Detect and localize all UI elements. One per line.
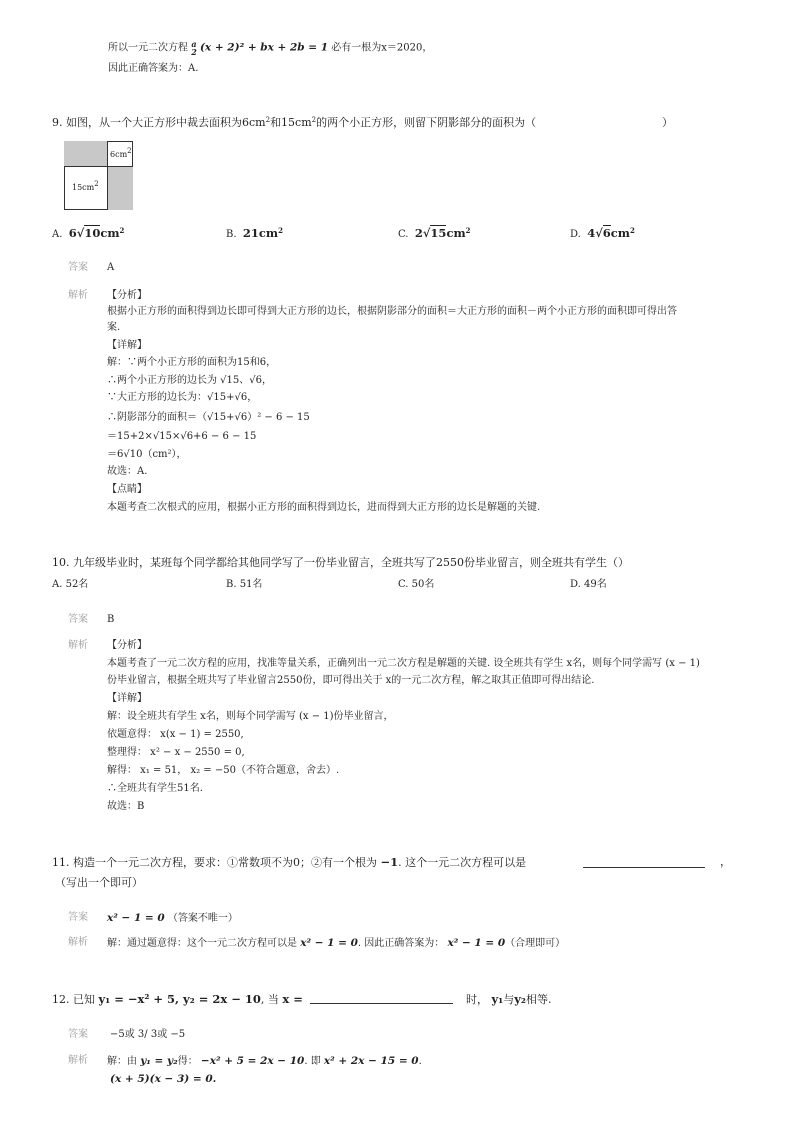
- q10-a9: ∴全班共有学生51名.: [107, 783, 203, 794]
- q9-option-c[interactable]: C. $2√15cm^2$: [398, 226, 471, 240]
- q11-stem-line2: （写出一个即可）: [55, 876, 143, 889]
- q9-a7: ∵大正方形的边长为：√15+√6，: [107, 392, 258, 403]
- q9-analysis-label: 解析: [68, 290, 88, 301]
- small-square-label: $6cm^2$: [110, 147, 132, 159]
- q9-stem-post: 的两个小正方形，则留下阴影部分的面积为（: [316, 116, 537, 129]
- q12-answer-label: 答案: [68, 1029, 88, 1040]
- q10-a6: 依题意得： x(x − 1) = 2550,: [107, 729, 244, 740]
- q11-stem: [52, 855, 526, 870]
- q10-a3: 份毕业留言，根据全班共写了毕业留言2550份，即可得出关于 x的一元二次方程，解之取其正值即可得出结论.: [107, 675, 595, 686]
- q9-option-a[interactable]: A. $6√10cm^2$: [52, 226, 125, 240]
- prev-equation: (x + 2)² + bx + 2b = 1: [199, 41, 329, 54]
- q9-a2: 根据小正方形的面积得到边长即可得到大正方形的边长，根据阴影部分的面积＝大正方形的面积－两个小正方形的面积即可得出答: [107, 306, 677, 317]
- prev-line-2: 因此正确答案为：A.: [108, 63, 199, 74]
- q12-a1: 解：由 y₁ = y₂得： −x² + 5 = 2x − 10. 即 x² + 2x − 15 = 0.: [107, 1055, 422, 1067]
- q9-stem-mid: 和15cm: [270, 116, 312, 129]
- q9-a3: 案.: [107, 322, 121, 333]
- q10-a2: 本题考查了一元二次方程的应用，找准等量关系，正确列出一元二次方程是解题的关键. 设全班共有学生 x名，则每个同学需写 (x − 1): [107, 658, 700, 669]
- q11-answer-label: 答案: [68, 912, 88, 923]
- q12-a2: (x + 5)(x − 3) = 0.: [110, 1073, 217, 1085]
- q9-option-b[interactable]: B. $21cm^2$: [226, 226, 283, 240]
- q11-answer: [107, 911, 238, 926]
- q10-answer-label: 答案: [68, 614, 88, 625]
- q9-a1: 【分析】: [107, 290, 147, 301]
- q9-a9: ＝15+2×√15×√6+6 − 6 − 15: [107, 431, 257, 442]
- q11-answer-eq: x² − 1 = 0: [107, 912, 165, 924]
- q9-a5: 解：∵两个小正方形的面积为15和6，: [107, 357, 277, 368]
- q11-stem-end: ，: [720, 855, 731, 868]
- q9-a12: 【点睛】: [107, 484, 147, 495]
- q12-stem-eq: y₁ = −x² + 5, y₂ = 2x − 10: [98, 992, 261, 1006]
- q9-a6: ∴两个小正方形的边长为 √15、√6，: [107, 375, 273, 386]
- q12-stem: [52, 992, 303, 1007]
- q10-answer: B: [107, 614, 115, 625]
- shaded-region-right: [107, 166, 133, 210]
- q9-a13: 本题考查二次根式的应用，根据小正方形的面积得到边长，进而得到大正方形的边长是解题的关键.: [107, 502, 541, 513]
- q9-answer: A: [107, 262, 115, 273]
- q9-stem-pre: 9. 如图，从一个大正方形中裁去面积为6cm: [52, 116, 266, 129]
- q11-analysis-label: 解析: [68, 937, 88, 948]
- q12-analysis-label: 解析: [68, 1055, 88, 1066]
- q10-option-a[interactable]: A. 52名: [52, 579, 89, 590]
- q10-analysis-label: 解析: [68, 640, 88, 651]
- prev-line-1: [108, 40, 432, 56]
- q11-answer-note: （答案不唯一）: [167, 913, 238, 924]
- q11-root: −1: [380, 855, 399, 869]
- q10-a4: 【详解】: [107, 693, 147, 704]
- q10-option-d[interactable]: D. 49名: [570, 579, 607, 590]
- q10-a10: 故选：B: [107, 801, 145, 812]
- q9-a8: ∴阴影部分的面积＝（√15+√6）² − 6 − 15: [107, 412, 310, 423]
- q9-a11: 故选：A.: [107, 466, 148, 477]
- q12-answer-blank[interactable]: [310, 1003, 453, 1004]
- q9-option-d[interactable]: D. $4√6cm^2$: [570, 226, 635, 240]
- prev-line-1-post: 必有一根为x＝2020，: [331, 42, 433, 54]
- q12-answer: −5或 3/ 3或 −5: [110, 1029, 186, 1040]
- q10-a5: 解：设全班共有学生 x名，则每个同学需写 (x − 1)份毕业留言，: [107, 711, 394, 722]
- q10-a1: 【分析】: [107, 640, 147, 651]
- q12-stem-tail: 时， y₁与y₂相等.: [466, 992, 552, 1006]
- q11-stem-post: . 这个一元二次方程可以是: [398, 856, 527, 869]
- q11-analysis: 解：通过题意得：这个一元二次方程可以是 x² − 1 = 0. 因此正确答案为： x² − 1 = 0（合理即可）: [107, 937, 566, 949]
- q10-a7: 整理得： x² − x − 2550 = 0,: [107, 747, 245, 758]
- q9-a4: 【详解】: [107, 340, 147, 351]
- shaded-region-top: [64, 141, 108, 167]
- q9-a10: ＝6√10（cm²），: [107, 449, 187, 460]
- q11-answer-blank[interactable]: [583, 867, 705, 868]
- q9-figure: [64, 141, 133, 210]
- q12-stem-mid: , 当: [260, 993, 279, 1006]
- q12-stem-var: x =: [282, 992, 303, 1006]
- q9-answer-label: 答案: [68, 262, 88, 273]
- q10-option-c[interactable]: C. 50名: [398, 579, 435, 590]
- q10-a8: 解得： x₁ = 51， x₂ = −50（不符合题意，舍去）.: [107, 765, 340, 776]
- fraction-a-over-2: a 2: [191, 39, 197, 57]
- q9-stem-end: ）: [662, 116, 673, 129]
- q10-option-b[interactable]: B. 51名: [226, 579, 263, 590]
- q9-stem: 9. 如图，从一个大正方形中裁去面积为$6cm^2$和$15cm^2$的两个小正方形，则留下阴影部分的面积为（: [52, 116, 537, 129]
- prev-line-1-pre: 所以一元二次方程: [108, 42, 188, 54]
- q11-stem-pre: 11. 构造一个一元二次方程，要求：①常数项不为0；②有一个根为: [52, 856, 377, 869]
- q10-stem: 10. 九年级毕业时，某班每个同学都给其他同学写了一份毕业留言，全班共写了2550份毕业留言，则全班共有学生（）: [52, 556, 629, 569]
- q12-stem-pre: 12. 已知: [52, 993, 95, 1006]
- medium-square-label: $15cm^2$: [72, 180, 99, 192]
